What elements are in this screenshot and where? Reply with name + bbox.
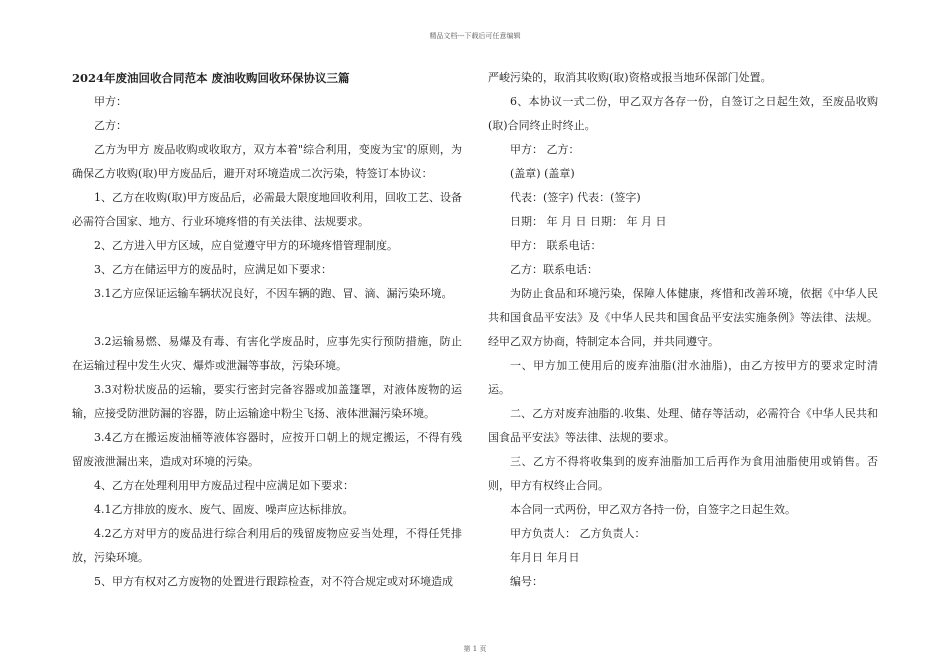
party-a-label: 甲方： bbox=[94, 95, 127, 108]
signature-seals: (盖章) (盖章) bbox=[510, 167, 575, 180]
right-column bbox=[488, 66, 878, 594]
clause-3: 3、乙方在储运甲方的废品时，应满足如下要求： bbox=[94, 263, 332, 276]
party-b-label: 乙方： bbox=[94, 119, 127, 132]
page-header-note: 精品文档---下载后可任意编辑 bbox=[429, 32, 521, 40]
page-number: 第 1 页 bbox=[463, 645, 487, 653]
clause-5-continued: 严峻污染的，取消其收购(取)资格或报当地环保部门处置。 bbox=[488, 71, 772, 84]
responsible-persons: 甲方负责人： 乙方负责人： bbox=[510, 527, 646, 540]
clause-3-1: 3.1乙方应保证运输车辆状况良好，不因车辆的跑、冒、滴、漏污染环境。 bbox=[94, 287, 453, 300]
clause-3-3: 3.3对粉状废品的运输，要实行密封完备容器或加盖篷罩，对液体废物的运输，应接受防泄防漏的容器，防止运输途中粉尘飞扬、液体泄漏污染环境。 bbox=[72, 383, 462, 420]
second-agreement-intro: 为防止食品和环境污染，保障人体健康，疼惜和改善环境，依据《中华人民共和国食品平安法》及《中华人民共和国食品平安法实施条例》等法律、法规。经甲乙双方协商，特制定本合同，并共同遵守。 bbox=[488, 287, 878, 348]
clause-2: 2、乙方进入甲方区域，应自觉遵守甲方的环境疼惜管理制度。 bbox=[94, 239, 398, 252]
second-clause-2: 二、乙方对废弃油脂的.收集、处理、储存等活动，必需符合《中华人民共和国食品平安法》等法律、法规的要求。 bbox=[488, 407, 878, 444]
clause-4: 4、乙方在处理利用甲方废品过程中应满足如下要求： bbox=[94, 479, 354, 492]
document-title: 2024年废油回收合同范本 废油收购回收环保协议三篇 bbox=[72, 71, 350, 85]
second-clause-3: 三、乙方不得将收集到的废弃油脂加工后再作为食用油脂使用或销售。否则，甲方有权终止合同。 bbox=[488, 455, 878, 492]
clause-4-1: 4.1乙方排放的废水、废气、固废、噪声应达标排放。 bbox=[94, 503, 354, 516]
left-column bbox=[72, 66, 462, 594]
clause-1: 1、乙方在收购(取)甲方废品后，必需最大限度地回收利用，回收工艺、设备必需符合国家、地方、行业环境疼惜的有关法律、法规要求。 bbox=[72, 191, 462, 228]
signature-parties: 甲方： 乙方： bbox=[510, 143, 580, 156]
party-b-phone: 乙方：联系电话： bbox=[510, 263, 598, 276]
signature-representatives: 代表：(签字) 代表：(签字) bbox=[510, 191, 641, 204]
clause-3-4: 3.4乙方在搬运废油桶等液体容器时，应按开口朝上的规定搬运，不得有残留废液泄漏出来，造成对环境的污染。 bbox=[72, 431, 462, 468]
spacer bbox=[72, 306, 462, 330]
clause-3-2: 3.2运输易燃、易爆及有毒、有害化学废品时，应事先实行预防措施，防止在运输过程中发生火灾、爆炸或泄漏等事故，污染环境。 bbox=[72, 335, 462, 372]
clause-5: 5、甲方有权对乙方废物的处置进行跟踪检查，对不符合规定或对环境造成 bbox=[94, 575, 453, 588]
document-number-label: 编号： bbox=[510, 575, 543, 588]
second-effective-clause: 本合同一式两份，甲乙双方各持一份，自签字之日起生效。 bbox=[510, 503, 796, 516]
second-clause-1: 一、甲方加工使用后的废弃油脂(泔水油脂)，由乙方按甲方的要求定时清运。 bbox=[488, 359, 878, 396]
clause-4-2: 4.2乙方对甲方的废品进行综合利用后的残留废物应妥当处理，不得任凭排放，污染环境。 bbox=[72, 527, 462, 564]
party-a-phone: 甲方： 联系电话： bbox=[510, 239, 602, 252]
signature-dates: 日期： 年 月 日 日期： 年 月 日 bbox=[510, 215, 667, 228]
responsible-dates: 年月日 年月日 bbox=[510, 551, 580, 564]
clause-6: 6、本协议一式二份，甲乙双方各存一份，自签订之日起生效，至废品收购(取)合同终止时终止。 bbox=[488, 95, 878, 132]
intro-paragraph: 乙方为甲方 废品收购或收取方，双方本着"综合利用，变废为宝'的原则，为确保乙方收购(取)甲方废品后，避开对环境造成二次污染，特签订本协议： bbox=[72, 143, 462, 180]
